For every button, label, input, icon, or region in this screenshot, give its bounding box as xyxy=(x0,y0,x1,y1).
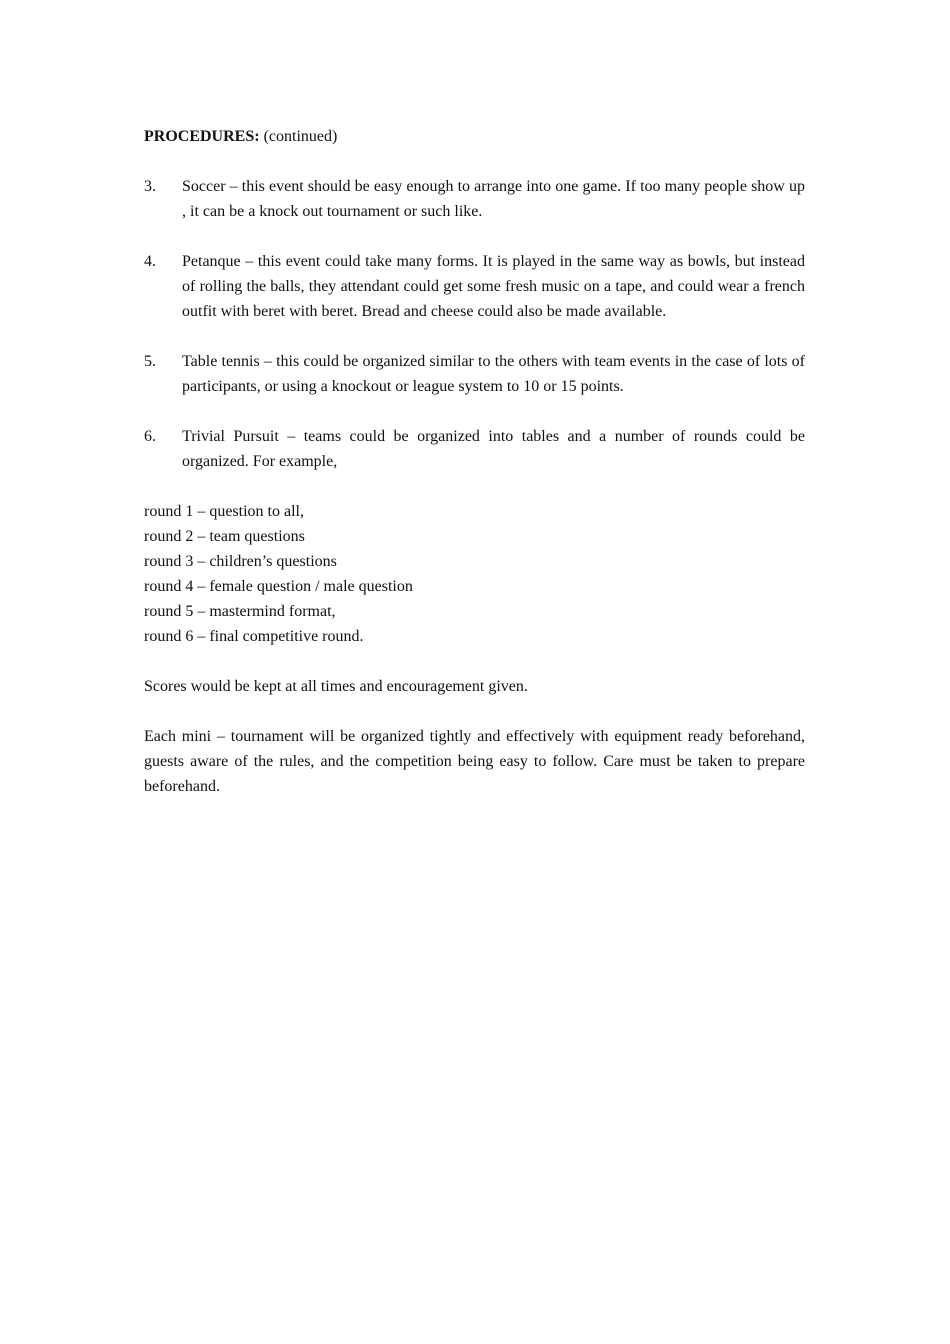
list-number: 6. xyxy=(144,428,156,445)
rounds-list xyxy=(144,499,805,649)
round-line: round 4 – female question / male question xyxy=(144,578,413,595)
scores-paragraph: Scores would be kept at all times and encouragement given. xyxy=(144,678,528,695)
list-text: Petanque – this event could take many forms. It is played in the same way as bowls, but instead of rolling the balls, they attendant could get some fresh music on a tape, and could wear a french outfit with beret with beret. Bread and cheese could also be made available. xyxy=(182,253,805,320)
round-line: round 1 – question to all, xyxy=(144,503,304,520)
heading-label: PROCEDURES: xyxy=(144,128,260,145)
list-item-6 xyxy=(144,424,805,474)
round-line: round 3 – children’s questions xyxy=(144,553,337,570)
list-number: 4. xyxy=(144,253,156,270)
list-item-4 xyxy=(144,249,805,324)
document-page xyxy=(144,124,805,824)
round-line: round 5 – mastermind format, xyxy=(144,603,336,620)
round-line: round 6 – final competitive round. xyxy=(144,628,364,645)
list-number: 5. xyxy=(144,353,156,370)
heading-continued: (continued) xyxy=(259,128,338,145)
list-number: 3. xyxy=(144,178,156,195)
list-text: Trivial Pursuit – teams could be organized into tables and a number of rounds could be organized. For example, xyxy=(182,428,805,470)
tournament-paragraph: Each mini – tournament will be organized tightly and effectively with equipment ready beforehand, guests aware of the rules, and the competition being easy to follow. Care must be taken to prepare beforehand. xyxy=(144,728,805,795)
section-heading xyxy=(144,124,805,149)
round-line: round 2 – team questions xyxy=(144,528,305,545)
list-text: Table tennis – this could be organized similar to the others with team events in the case of lots of participants, or using a knockout or league system to 10 or 15 points. xyxy=(182,353,805,395)
list-text: Soccer – this event should be easy enough to arrange into one game. If too many people show up , it can be a knock out tournament or such like. xyxy=(182,178,805,220)
list-item-3 xyxy=(144,174,805,224)
list-item-5 xyxy=(144,349,805,399)
